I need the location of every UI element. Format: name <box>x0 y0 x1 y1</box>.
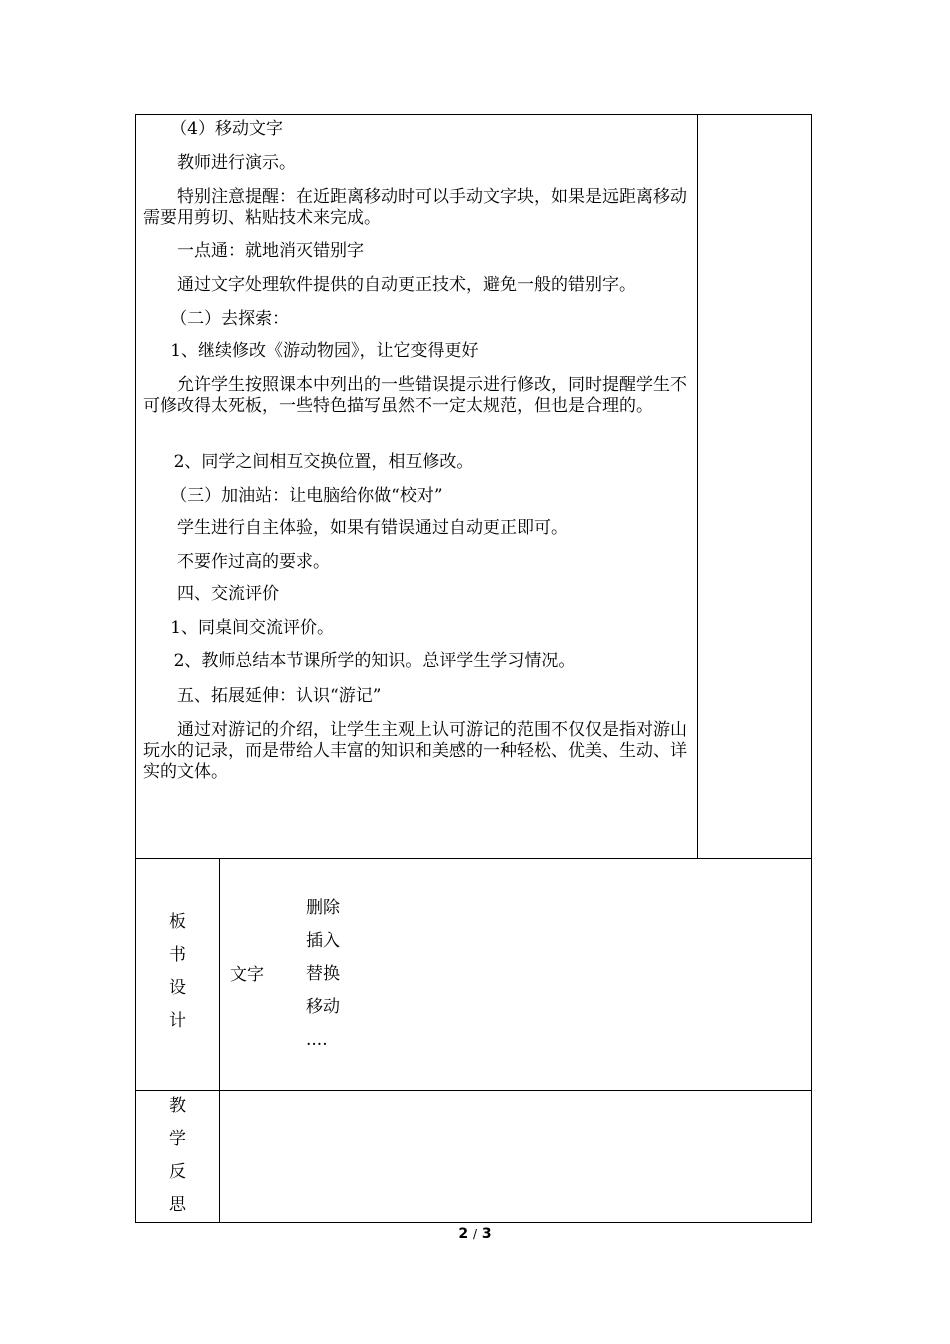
table-right-border <box>811 114 812 1223</box>
board-label-char: 设 <box>169 978 186 998</box>
paragraph-travel-notes: 通过对游记的介绍，让学生主观上认可游记的范围不仅仅是指对游山玩水的记录，而是带给人丰富的知识和美感的一种轻松、优美、生动、详实的文体。 <box>143 720 687 782</box>
reflection-row-top-border <box>135 1090 812 1091</box>
page-separator: / <box>472 1227 478 1241</box>
reflection-label <box>135 1090 220 1222</box>
paragraph-autocorrect: 通过文字处理软件提供的自动更正技术，避免一般的错别字。 <box>177 275 636 295</box>
table-top-border <box>135 114 812 115</box>
current-page: 2 <box>458 1226 469 1242</box>
paragraph-self-experience: 学生进行自主体验，如果有错误通过自动更正即可。 <box>177 518 568 538</box>
paragraph-continue-edit: 1、继续修改《游动物园》，让它变得更好 <box>170 341 479 361</box>
content-column-divider <box>697 114 698 859</box>
table-bottom-border <box>135 1222 812 1223</box>
board-item: 插入 <box>306 931 340 951</box>
paragraph-deskmate-evaluation: 1、同桌间交流评价。 <box>170 618 335 638</box>
heading-explore: （二）去探索： <box>170 309 290 329</box>
paragraph-peer-review: 2、同学之间相互交换位置，相互修改。 <box>173 452 474 472</box>
reflection-label-char: 思 <box>169 1195 186 1215</box>
board-topic: 文字 <box>230 965 264 985</box>
table-left-border <box>135 114 136 1223</box>
board-label-char: 计 <box>169 1011 186 1031</box>
reflection-label-char: 学 <box>169 1129 186 1149</box>
reflection-label-char: 教 <box>169 1096 186 1116</box>
board-item: .... <box>306 1030 328 1050</box>
board-label-char: 书 <box>169 945 186 965</box>
paragraph-allow-students: 允许学生按照课本中列出的一些错误提示进行修改，同时提醒学生不可修改得太死板，一些特色描写虽然不一定太规范，但也是合理的。 <box>143 375 687 416</box>
paragraph-tip-typo: 一点通：就地消灭错别字 <box>177 241 364 261</box>
reflection-label-char: 反 <box>169 1162 186 1182</box>
board-item: 替换 <box>306 964 340 984</box>
paragraph-no-high-demand: 不要作过高的要求。 <box>177 552 330 572</box>
heading-fuel-station: （三）加油站：让电脑给你做“校对” <box>170 486 443 506</box>
heading-exchange-evaluation: 四、交流评价 <box>177 584 279 604</box>
board-item: 删除 <box>306 898 340 918</box>
board-row-top-border <box>135 858 812 859</box>
board-design-label <box>135 906 220 1038</box>
page-number <box>0 1226 950 1242</box>
paragraph-teacher-demo: 教师进行演示。 <box>177 153 296 173</box>
board-items-list <box>306 892 340 1057</box>
total-pages: 3 <box>481 1226 492 1242</box>
board-label-char: 板 <box>169 912 186 932</box>
paragraph-teacher-summary: 2、教师总结本节课所学的知识。总评学生学习情况。 <box>173 651 576 671</box>
paragraph-special-reminder: 特别注意提醒：在近距离移动时可以手动文字块，如果是远距离移动需要用剪切、粘贴技术来完成。 <box>143 187 687 228</box>
heading-move-text: （4）移动文字 <box>170 119 284 139</box>
board-item: 移动 <box>306 997 340 1017</box>
heading-extension: 五、拓展延伸：认识“游记” <box>177 686 382 706</box>
